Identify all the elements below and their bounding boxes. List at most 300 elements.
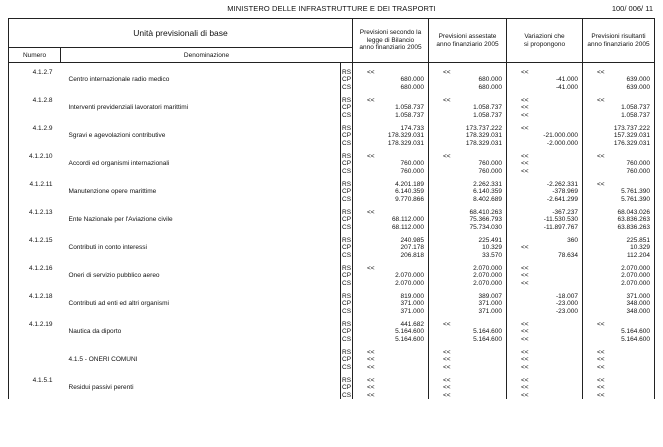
cell-v3: << xyxy=(507,280,583,288)
cell-v3: << xyxy=(507,168,583,176)
upb-denominazione: Contributi in conto interessi xyxy=(68,244,147,251)
cell-v4: 639.000 xyxy=(583,84,655,92)
cell-v2: 5.164.600 xyxy=(429,336,507,344)
cell-v2: 75.734.030 xyxy=(429,224,507,232)
cell-v4: 5.164.600 xyxy=(583,328,655,336)
table-row-continuation xyxy=(9,84,655,92)
cell-v3: 360 xyxy=(507,237,583,245)
table-row xyxy=(9,321,655,329)
upb-number xyxy=(9,308,61,316)
upb-number: 4.1.2.13 xyxy=(9,209,61,217)
cell-v2: << xyxy=(429,364,507,372)
table-row xyxy=(9,181,655,189)
upb-number xyxy=(9,392,61,400)
upb-denominazione xyxy=(61,392,341,400)
row-code: RS xyxy=(342,152,352,160)
upb-number xyxy=(9,300,61,308)
cell-v4: 2.070.000 xyxy=(583,272,655,280)
upb-number: 4.1.2.16 xyxy=(9,265,61,273)
cell-v2: << xyxy=(429,69,507,77)
col-header-line: Previsioni assestate xyxy=(438,33,497,40)
table-row-continuation xyxy=(9,160,655,168)
upb-number: 4.1.2.18 xyxy=(9,293,61,301)
table-row xyxy=(9,125,655,133)
upb-number: 4.1.2.9 xyxy=(9,125,61,133)
cell-v2: 760.000 xyxy=(429,160,507,168)
table-row-continuation xyxy=(9,328,655,336)
cell-v4: 63.836.263 xyxy=(583,216,655,224)
table-body xyxy=(9,63,655,400)
cell-v1: << xyxy=(353,349,429,357)
cell-v2: 371.000 xyxy=(429,308,507,316)
table-row-continuation xyxy=(9,384,655,392)
cell-v1: 371.000 xyxy=(353,308,429,316)
row-code: CS xyxy=(342,111,352,119)
cell-v1: 1.058.737 xyxy=(353,104,429,112)
cell-v4: 2.070.000 xyxy=(583,265,655,273)
col-header-legge xyxy=(353,19,429,63)
cell-v1: << xyxy=(353,209,429,217)
cell-v4: 1.058.737 xyxy=(583,104,655,112)
table-row-continuation xyxy=(9,188,655,196)
col-header-line: anno finanziario 2005 xyxy=(587,40,650,48)
cell-v4: 5.164.600 xyxy=(583,336,655,344)
row-code: RS xyxy=(342,68,352,76)
upb-denominazione xyxy=(61,112,341,120)
cell-v1: 240.985 xyxy=(353,237,429,245)
cell-v1: << xyxy=(353,377,429,385)
table-row-continuation xyxy=(9,168,655,176)
table-row-continuation xyxy=(9,196,655,204)
cell-v4: << xyxy=(583,377,655,385)
cell-v3: << xyxy=(507,160,583,168)
cell-v3: -2.000.000 xyxy=(507,140,583,148)
upb-number xyxy=(9,132,61,140)
upb-denominazione xyxy=(61,265,341,273)
cell-v3: << xyxy=(507,336,583,344)
upb-denominazione xyxy=(61,97,341,105)
row-code: RS xyxy=(342,180,352,188)
row-code: CP xyxy=(342,272,352,279)
cell-v4: 348.000 xyxy=(583,300,655,308)
row-code: CP xyxy=(342,300,352,307)
upb-number: 4.1.2.7 xyxy=(9,69,61,77)
table-row-continuation xyxy=(9,140,655,148)
upb-number xyxy=(9,216,61,224)
cell-v2: 1.058.737 xyxy=(429,112,507,120)
cell-v1: 5.164.600 xyxy=(353,328,429,336)
upb-number xyxy=(9,384,61,392)
cell-v3: -11.530.530 xyxy=(507,216,583,224)
table-row xyxy=(9,293,655,301)
table-row xyxy=(9,153,655,161)
cell-v4: 225.851 xyxy=(583,237,655,245)
cell-v3: << xyxy=(507,377,583,385)
cell-v1: << xyxy=(353,153,429,161)
cell-v2: 760.000 xyxy=(429,168,507,176)
upb-denominazione xyxy=(61,84,341,92)
upb-denominazione xyxy=(61,140,341,148)
col-header-line: legge di Bilancio xyxy=(366,36,415,44)
table-row-continuation xyxy=(9,112,655,120)
cell-v2: 68.410.263 xyxy=(429,209,507,217)
cell-v1: << xyxy=(353,392,429,400)
upb-number xyxy=(9,356,61,364)
table-row xyxy=(9,237,655,245)
cell-v2: << xyxy=(429,392,507,400)
upb-denominazione xyxy=(61,168,341,176)
cell-v3: << xyxy=(507,112,583,120)
cell-v2: 178.329.031 xyxy=(429,132,507,140)
cell-v2: << xyxy=(429,97,507,105)
upb-denominazione xyxy=(61,364,341,372)
row-code: CP xyxy=(342,76,352,83)
cell-v3: -18.007 xyxy=(507,293,583,301)
cell-v1: 4.201.189 xyxy=(353,181,429,189)
cell-v3: -23.000 xyxy=(507,308,583,316)
cell-v1: 680.000 xyxy=(353,84,429,92)
upb-number xyxy=(9,168,61,176)
row-code: RS xyxy=(342,376,352,384)
row-code: CP xyxy=(342,104,352,111)
cell-v3: << xyxy=(507,69,583,77)
upb-denominazione xyxy=(61,321,341,329)
upb-denominazione: 4.1.5 - ONERI COMUNI xyxy=(68,356,138,363)
row-code: CP xyxy=(342,244,352,251)
row-code: RS xyxy=(342,124,352,132)
table-row-continuation xyxy=(9,216,655,224)
cell-v1: 371.000 xyxy=(353,300,429,308)
upb-number: 4.1.2.19 xyxy=(9,321,61,329)
row-code: CS xyxy=(342,251,352,259)
table-row-continuation xyxy=(9,224,655,232)
cell-v4: 760.000 xyxy=(583,168,655,176)
cell-v3: << xyxy=(507,356,583,364)
table-header-row xyxy=(9,19,655,48)
table-row xyxy=(9,349,655,357)
upb-number xyxy=(9,272,61,280)
upb-number xyxy=(9,328,61,336)
cell-v1: << xyxy=(353,265,429,273)
cell-v4: 10.329 xyxy=(583,244,655,252)
cell-v1: << xyxy=(353,97,429,105)
cell-v4: 639.000 xyxy=(583,76,655,84)
row-code: RS xyxy=(342,292,352,300)
cell-v1: << xyxy=(353,384,429,392)
upb-number xyxy=(9,224,61,232)
cell-v1: 9.770.866 xyxy=(353,196,429,204)
cell-v4: 5.761.390 xyxy=(583,188,655,196)
col-header-risultanti xyxy=(583,19,655,63)
cell-v3: << xyxy=(507,153,583,161)
table-row-continuation xyxy=(9,392,655,400)
cell-v2: 10.329 xyxy=(429,244,507,252)
cell-v3: -378.969 xyxy=(507,188,583,196)
cell-v2: 1.058.737 xyxy=(429,104,507,112)
cell-v4: 371.000 xyxy=(583,293,655,301)
cell-v2: 5.164.600 xyxy=(429,328,507,336)
row-code: CS xyxy=(342,167,352,175)
row-code: CP xyxy=(342,328,352,335)
cell-v1: 819.000 xyxy=(353,293,429,301)
upb-denominazione xyxy=(61,224,341,232)
upb-denominazione xyxy=(61,308,341,316)
cell-v2: 8.402.689 xyxy=(429,196,507,204)
cell-v1: 206.818 xyxy=(353,252,429,260)
table-row-continuation xyxy=(9,280,655,288)
upb-denominazione: Contributi ad enti ed altri organismi xyxy=(68,300,169,307)
cell-v1: 5.164.600 xyxy=(353,336,429,344)
upb-denominazione xyxy=(61,125,341,133)
upb-number: 4.1.2.15 xyxy=(9,237,61,245)
cell-v1: 1.058.737 xyxy=(353,112,429,120)
row-code: CS xyxy=(342,307,352,315)
cell-v1: 174.733 xyxy=(353,125,429,133)
page-number: 100/ 006/ 11 xyxy=(611,4,653,13)
table-row-continuation xyxy=(9,132,655,140)
col-header-line: Previsioni secondo la xyxy=(359,29,422,37)
cell-v1: 680.000 xyxy=(353,76,429,84)
cell-v3: << xyxy=(507,349,583,357)
cell-v2: 178.329.031 xyxy=(429,140,507,148)
upb-number xyxy=(9,244,61,252)
cell-v3: -11.897.767 xyxy=(507,224,583,232)
row-code: CS xyxy=(342,391,352,399)
cell-v2: 2.070.000 xyxy=(429,280,507,288)
cell-v1: 207.178 xyxy=(353,244,429,252)
row-code: CP xyxy=(342,384,352,391)
cell-v2: 2.070.000 xyxy=(429,265,507,273)
upb-denominazione xyxy=(61,280,341,288)
table-row-continuation xyxy=(9,272,655,280)
upb-denominazione xyxy=(61,377,341,385)
table-row-continuation xyxy=(9,356,655,364)
upb-number xyxy=(9,280,61,288)
cell-v1: 6.140.359 xyxy=(353,188,429,196)
table-row xyxy=(9,377,655,385)
cell-v4: << xyxy=(583,392,655,400)
cell-v3: << xyxy=(507,125,583,133)
upb-number: 4.1.2.10 xyxy=(9,153,61,161)
upb-number xyxy=(9,349,61,357)
cell-v3: << xyxy=(507,97,583,105)
cell-v1: 760.000 xyxy=(353,160,429,168)
upb-denominazione: Oneri di servizio pubblico aereo xyxy=(68,272,160,279)
table-row-continuation xyxy=(9,104,655,112)
row-code: RS xyxy=(342,320,352,328)
cell-v3: << xyxy=(507,392,583,400)
cell-v3: << xyxy=(507,384,583,392)
row-code: CS xyxy=(342,223,352,231)
upb-denominazione: Interventi previdenziali lavoratori marittimi xyxy=(68,104,189,111)
upb-number xyxy=(9,140,61,148)
cell-v2: 6.140.359 xyxy=(429,188,507,196)
cell-v4: << xyxy=(583,364,655,372)
cell-v2: << xyxy=(429,349,507,357)
table-row xyxy=(9,97,655,105)
col-header-line: anno finanziario 2005 xyxy=(359,44,422,52)
cell-v3: -2.641.299 xyxy=(507,196,583,204)
cell-v2: 680.000 xyxy=(429,76,507,84)
upb-denominazione: Centro internazionale radio medico xyxy=(68,76,170,83)
cell-v4: 2.070.000 xyxy=(583,280,655,288)
row-code: CS xyxy=(342,335,352,343)
cell-v3: 78.634 xyxy=(507,252,583,260)
upb-number xyxy=(9,104,61,112)
cell-v4: 68.043.026 xyxy=(583,209,655,217)
upb-number xyxy=(9,188,61,196)
cell-v3: << xyxy=(507,244,583,252)
col-header-assestate xyxy=(429,19,507,63)
cell-v2: << xyxy=(429,377,507,385)
upb-denominazione xyxy=(61,69,341,77)
cell-v1: 68.112.000 xyxy=(353,216,429,224)
cell-v3: -367.237 xyxy=(507,209,583,217)
cell-v1: 441.682 xyxy=(353,321,429,329)
row-code: CP xyxy=(342,356,352,363)
cell-v4: 1.058.737 xyxy=(583,112,655,120)
row-code: RS xyxy=(342,348,352,356)
cell-v3: << xyxy=(507,321,583,329)
cell-v2: 680.000 xyxy=(429,84,507,92)
cell-v4: 63.836.263 xyxy=(583,224,655,232)
upb-number xyxy=(9,112,61,120)
cell-v3: -21.000.000 xyxy=(507,132,583,140)
upb-denominazione: Residui passivi perenti xyxy=(68,384,134,391)
upb-denominazione xyxy=(61,237,341,245)
cell-v2: 33.570 xyxy=(429,252,507,260)
cell-v3: << xyxy=(507,364,583,372)
cell-v2: 75.366.793 xyxy=(429,216,507,224)
upb-denominazione xyxy=(61,181,341,189)
cell-v3: << xyxy=(507,328,583,336)
row-code: CP xyxy=(342,188,352,195)
cell-v1: 2.070.000 xyxy=(353,272,429,280)
row-code: RS xyxy=(342,264,352,272)
table-row-continuation xyxy=(9,76,655,84)
upb-denominazione xyxy=(61,252,341,260)
cell-v2: 173.737.222 xyxy=(429,125,507,133)
upb-denominazione: Nautica da diporto xyxy=(68,328,122,335)
cell-v1: << xyxy=(353,364,429,372)
cell-v4: << xyxy=(583,153,655,161)
upb-number xyxy=(9,364,61,372)
cell-v3: << xyxy=(507,104,583,112)
cell-v4: << xyxy=(583,321,655,329)
cell-v2: 389.007 xyxy=(429,293,507,301)
cell-v4: << xyxy=(583,69,655,77)
col-header-line: Variazioni che xyxy=(524,33,565,40)
upb-denominazione: Accordi ed organismi internazionali xyxy=(68,160,170,167)
cell-v3: -41.000 xyxy=(507,76,583,84)
row-code: RS xyxy=(342,208,352,216)
cell-v4: 5.761.390 xyxy=(583,196,655,204)
upb-denominazione xyxy=(61,336,341,344)
col-header-variazioni xyxy=(507,19,583,63)
row-code: CS xyxy=(342,279,352,287)
cell-v2: << xyxy=(429,384,507,392)
cell-v4: << xyxy=(583,97,655,105)
cell-v1: << xyxy=(353,69,429,77)
table-row-continuation xyxy=(9,244,655,252)
cell-v2: 225.491 xyxy=(429,237,507,245)
upb-number xyxy=(9,76,61,84)
upb-denominazione xyxy=(61,349,341,357)
table-row-continuation xyxy=(9,300,655,308)
ministry-title: MINISTERO DELLE INFRASTRUTTURE E DEI TRASPORTI xyxy=(227,4,436,13)
row-code: RS xyxy=(342,96,352,104)
upb-number: 4.1.2.11 xyxy=(9,181,61,189)
cell-v1: 178.329.031 xyxy=(353,140,429,148)
table-row xyxy=(9,69,655,77)
row-code: RS xyxy=(342,236,352,244)
col-header-line: si propongono xyxy=(523,40,566,48)
table-row-continuation xyxy=(9,252,655,260)
numero-header: Numero xyxy=(9,48,61,63)
cell-v4: << xyxy=(583,181,655,189)
table-row xyxy=(9,209,655,217)
cell-v2: << xyxy=(429,356,507,364)
table-row-continuation xyxy=(9,308,655,316)
cell-v1: 68.112.000 xyxy=(353,224,429,232)
table-row-continuation xyxy=(9,364,655,372)
row-code: CS xyxy=(342,139,352,147)
cell-v4: 760.000 xyxy=(583,160,655,168)
upb-number: 4.1.2.8 xyxy=(9,97,61,105)
cell-v4: 348.000 xyxy=(583,308,655,316)
unit-header: Unità previsionali di base xyxy=(9,19,353,48)
cell-v2: 371.000 xyxy=(429,300,507,308)
cell-v3: << xyxy=(507,265,583,273)
cell-v4: 173.737.222 xyxy=(583,125,655,133)
cell-v3: -2.262.331 xyxy=(507,181,583,189)
cell-v2: 2.070.000 xyxy=(429,272,507,280)
cell-v4: 157.329.031 xyxy=(583,132,655,140)
cell-v4: << xyxy=(583,356,655,364)
cell-v2: << xyxy=(429,153,507,161)
row-code: CS xyxy=(342,195,352,203)
cell-v4: 112.204 xyxy=(583,252,655,260)
col-header-line: anno finanziario 2005 xyxy=(436,40,499,48)
upb-denominazione: Ente Nazionale per l'Aviazione civile xyxy=(68,216,173,223)
upb-denominazione xyxy=(61,209,341,217)
upb-denominazione: Manutenzione opere marittime xyxy=(68,188,157,195)
cell-v4: << xyxy=(583,349,655,357)
table-row-continuation xyxy=(9,336,655,344)
cell-v3: -41.000 xyxy=(507,84,583,92)
cell-v2: << xyxy=(429,321,507,329)
row-code: CP xyxy=(342,216,352,223)
upb-number xyxy=(9,336,61,344)
upb-denominazione: Sgravi e agevolazioni contributive xyxy=(68,132,166,139)
upb-number xyxy=(9,196,61,204)
cell-v2: 2.262.331 xyxy=(429,181,507,189)
cell-v1: 2.070.000 xyxy=(353,280,429,288)
col-header-line: Previsioni risultanti xyxy=(591,33,646,40)
cell-v3: << xyxy=(507,272,583,280)
denominazione-header: Denominazione xyxy=(61,48,353,63)
upb-number xyxy=(9,252,61,260)
cell-v1: << xyxy=(353,356,429,364)
table-row xyxy=(9,265,655,273)
cell-v4: << xyxy=(583,384,655,392)
cell-v1: 760.000 xyxy=(353,168,429,176)
upb-denominazione xyxy=(61,196,341,204)
upb-number xyxy=(9,160,61,168)
row-code: CS xyxy=(342,363,352,371)
cell-v1: 178.329.031 xyxy=(353,132,429,140)
row-code: CP xyxy=(342,132,352,139)
